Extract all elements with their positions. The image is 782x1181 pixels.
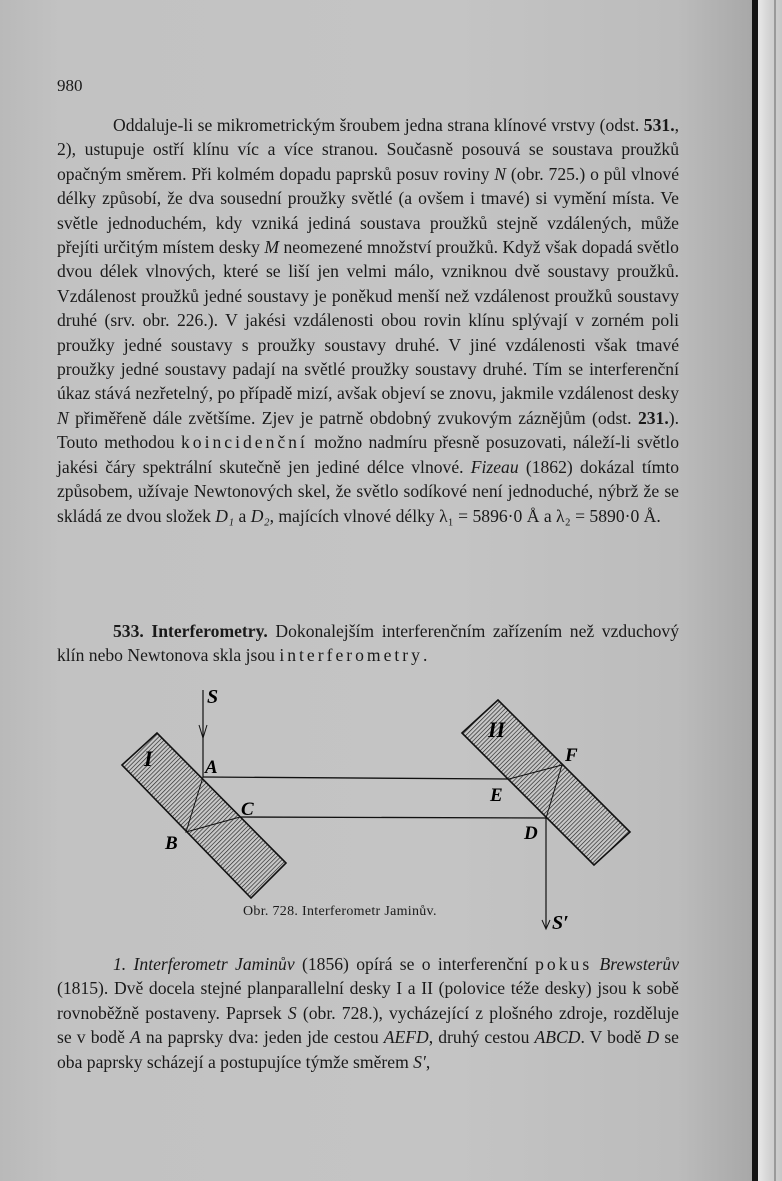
figure-caption: Obr. 728. Interferometr Jaminův. — [243, 904, 437, 919]
wavelength-formula: λ₁ = 5896·0 Å a λ₂ = 5890·0 Å. — [439, 505, 661, 526]
spaced-term: koincidenční — [180, 432, 308, 453]
author-name: Fizeau — [470, 456, 519, 477]
label-plate-2: II — [488, 717, 506, 742]
spaced-term: pokus — [535, 954, 593, 974]
label-plate-1: I — [144, 746, 153, 771]
section-heading: 533. Interferometry. — [113, 621, 268, 641]
figure-jamin-interferometer — [0, 680, 752, 940]
page-crease — [774, 0, 776, 1181]
spaced-term: interferometry — [279, 645, 423, 666]
section-reference: 231. — [637, 407, 669, 428]
label-D: D — [524, 823, 538, 844]
paragraph-jamin-interferometer: 1. Interferometr Jaminův (1856) opírá se o interferenční pokus Brewsterův (1815). Dvě docela stejné planparallelní desky I a II (polovice téže desky) jsou k sobě rovnoběžně postaveny. Paprsek S (obr. 728.), vycházející z plošného zdroje, rozděluje se v bodě A na paprsky dva: jeden jde cestou AEFD, druhý cestou ABCD. V bodě D se oba paprsky scházejí a postupujíce týmže směrem S′, — [57, 954, 680, 1072]
section-533: 533. Interferometry. Dokonalejším interferenčním zařízením než vzduchový klín nebo Newtonova skla jsou interferometry. — [57, 621, 680, 666]
interferometer-diagram — [0, 680, 752, 940]
label-A: A — [205, 757, 218, 778]
label-E: E — [490, 785, 503, 806]
label-S: S — [207, 686, 219, 708]
next-page-edge — [758, 0, 782, 1181]
paragraph-coincidence-method: Oddaluje-li se mikrometrickým šroubem jedna strana klínové vrstvy (odst. 531., 2), ustupuje ostří klínu víc a více stranou. Současně posouvá se soustava proužků opačným směrem. Při kolmém dopadu paprsků posuv roviny N (obr. 725.) o půl vlnové délky způsobí, že dva sousední proužky světlé (a ovšem i tmavé) si vymění místa. Ve světle jednoduchém, kdy vzniká jediná soustava proužků stejně vzdálených, může přejíti určitým místem desky M neomezené množství proužků. Když však dopadá světlo dvou délek vlnových, které se liší jen velmi málo, vzniknou dvě soustavy proužků. Vzdálenost proužků jedné soustavy je poněkud menší než vzdálenost proužků soustavy druhé (srv. obr. 226.). V jakési vzdálenosti obou rovin klínu splývají v zorném poli proužky jedné soustavy s proužky soustavy druhé. V jiné vzdálenosti však tmavé proužky jedné soustavy padají na světlé proužky soustavy druhé. Tím se interferenční úkaz stává nezřetelný, po případě mizí, avšak objeví se znovu, jakmile vzdálenost desky N přiměřeně dále zvětšíme. Zjev je patrně obdobný zvukovým záznějům (odst. 231.). Touto methodou koincidenční možno nadmíru přesně posuzovati, náleží-li světlo jakési čáry spektrální skutečně jen jediné délce vlnové. Fizeau (1862) dokázal tímto způsobem, užívaje Newtonových skel, že světlo sodíkové není jednoduché, nýbrž že se skládá ze dvou složek D₁ a D₂, majících vlnové délky λ₁ = 5896·0 Å a λ₂ = 5890·0 Å. — [57, 115, 680, 526]
author-name: Brewsterův — [599, 954, 680, 974]
subsection-lead: 1. Interferometr Jaminův — [113, 954, 295, 974]
label-S-prime: S′ — [552, 912, 569, 934]
section-reference: 531. — [643, 115, 675, 135]
label-C: C — [241, 799, 254, 820]
label-B: B — [165, 833, 178, 854]
page-number: 980 — [57, 76, 83, 95]
label-F: F — [565, 745, 578, 766]
